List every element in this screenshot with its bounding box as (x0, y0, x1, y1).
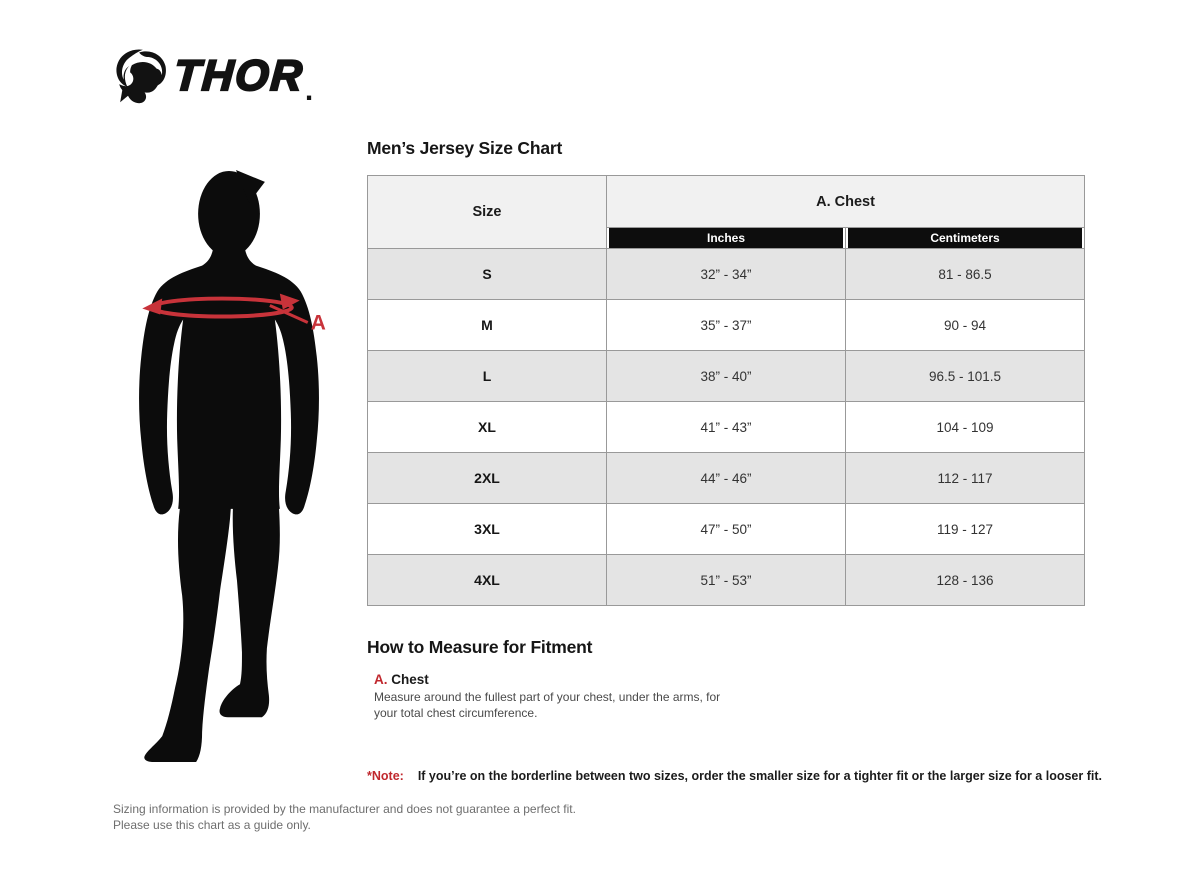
thor-logo-text: THOR (172, 52, 306, 100)
disclaimer-line1: Sizing information is provided by the manufacturer and does not guarantee a perfect fit. (113, 802, 576, 816)
note-text: If you’re on the borderline between two sizes, order the smaller size for a tighter fit or the larger size for a looser fit. (417, 769, 1102, 783)
size-chart-table (367, 175, 1085, 606)
centimeters-cell: 128 - 136 (846, 555, 1085, 606)
size-note (367, 769, 1102, 783)
inches-cell: 35” - 37” (607, 300, 846, 351)
thor-goat-icon (112, 45, 170, 107)
table-row-s (368, 249, 1085, 300)
inches-cell: 38” - 40” (607, 351, 846, 402)
male-silhouette-figure (112, 162, 352, 780)
size-cell: 2XL (368, 453, 607, 504)
table-row-3xl (368, 504, 1085, 555)
inches-cell: 47” - 50” (607, 504, 846, 555)
table-row-xl (368, 402, 1085, 453)
measure-item-chest (374, 672, 739, 722)
col-header-chest: A. Chest (607, 176, 1085, 228)
inches-cell: 44” - 46” (607, 453, 846, 504)
size-cell: S (368, 249, 607, 300)
disclaimer-line2: Please use this chart as a guide only. (113, 818, 311, 833)
centimeters-cell: 104 - 109 (846, 402, 1085, 453)
size-cell: M (368, 300, 607, 351)
inches-header-bar: Inches (609, 228, 843, 248)
col-header-inches (607, 228, 846, 249)
thor-logo (112, 44, 313, 108)
table-row-l (368, 351, 1085, 402)
centimeters-cell: 119 - 127 (846, 504, 1085, 555)
size-chart-title: Men’s Jersey Size Chart (367, 138, 563, 158)
measure-description: Measure around the fullest part of your chest, under the arms, for your total chest circumference. (374, 690, 721, 720)
centimeters-cell: 112 - 117 (846, 453, 1085, 504)
measure-name: Chest (391, 672, 429, 687)
inches-cell: 32” - 34” (607, 249, 846, 300)
note-label: *Note: (367, 769, 404, 783)
inches-cell: 51” - 53” (607, 555, 846, 606)
centimeters-header-bar: Centimeters (848, 228, 1082, 248)
measure-key: A. (374, 672, 388, 687)
male-silhouette (139, 170, 319, 762)
size-cell: 3XL (368, 504, 607, 555)
table-row-4xl (368, 555, 1085, 606)
chest-measure-label: A (310, 311, 326, 335)
col-header-centimeters (846, 228, 1085, 249)
table-row-2xl (368, 453, 1085, 504)
size-cell: XL (368, 402, 607, 453)
how-to-measure-title: How to Measure for Fitment (367, 637, 593, 657)
centimeters-cell: 81 - 86.5 (846, 249, 1085, 300)
disclaimer (113, 801, 576, 833)
centimeters-cell: 96.5 - 101.5 (846, 351, 1085, 402)
centimeters-cell: 90 - 94 (846, 300, 1085, 351)
size-cell: L (368, 351, 607, 402)
table-row-m (368, 300, 1085, 351)
measure-label (374, 672, 739, 687)
size-cell: 4XL (368, 555, 607, 606)
thor-logo-dot: . (304, 74, 314, 107)
inches-cell: 41” - 43” (607, 402, 846, 453)
col-header-size: Size (368, 176, 607, 249)
